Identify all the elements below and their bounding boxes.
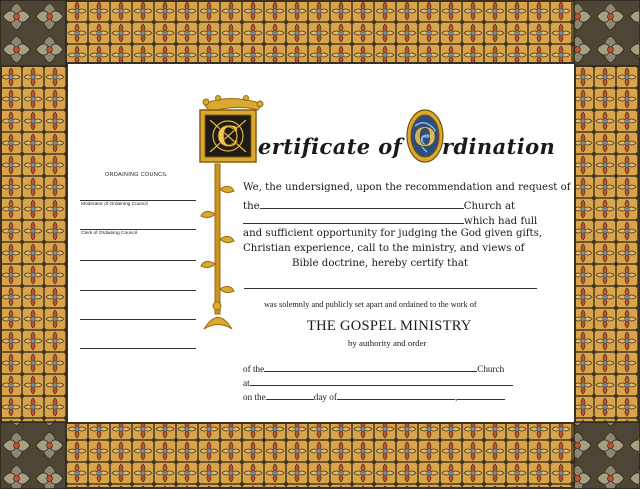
council-signature-line-3[interactable] [80,319,196,320]
body-line-2-start: the [243,201,260,212]
body-line-4: and sufficient opportunity for judging the God given gifts, [243,228,543,239]
body-line-6: Bible doctrine, hereby certify that [292,258,468,269]
comma-label: , [454,392,458,402]
body-line-2-end: Church at [463,201,516,212]
authority-text: by authority and order [348,338,427,348]
church-location-field[interactable] [243,213,464,224]
body-line-1: We, the undersigned, upon the recommendation and request of [243,182,571,193]
body-line-3 [243,213,537,227]
body-line-5: Christian experience, call to the ministry, and views of [243,243,525,254]
of-the-label: of the [243,364,265,374]
month-field[interactable] [337,390,458,402]
clerk-label: Clerk of Ordaining Council [81,231,137,236]
body-line-3-end: which had full [464,216,538,227]
body-line-2 [243,198,515,212]
ordaining-location-field[interactable] [250,376,513,386]
day-of-label: day of [313,392,337,402]
footer-line-3 [243,390,505,402]
council-signature-line-1[interactable] [80,260,196,261]
day-field[interactable] [266,390,314,400]
set-apart-text: was solemnly and publicly set apart and ordained to the work of [264,300,477,309]
year-field[interactable] [454,390,505,402]
council-signature-line-4[interactable] [80,348,196,349]
moderator-label: Moderator of Ordaining Council [81,202,148,207]
ordainee-name-field[interactable] [244,288,537,289]
on-the-label: on the [243,392,266,402]
moderator-signature-line[interactable] [80,200,196,201]
ministry-heading: THE GOSPEL MINISTRY [307,318,472,334]
church-name-field[interactable] [260,198,464,209]
illuminated-initial-o [405,108,445,164]
church-label: Church [477,364,505,374]
title-part-1: ertificate of [258,134,403,159]
council-heading: ORDAINING COUNCIL [105,172,168,178]
at-label: at [243,378,250,388]
clerk-signature-line[interactable] [80,229,196,230]
council-signature-line-2[interactable] [80,290,196,291]
title-part-2: rdination [442,134,556,159]
initial-c-letter: C [216,120,240,153]
footer-line-1 [243,362,504,374]
initial-o-letter: O [413,123,437,153]
footer-line-2 [243,376,513,388]
ordaining-church-field[interactable] [264,362,477,372]
